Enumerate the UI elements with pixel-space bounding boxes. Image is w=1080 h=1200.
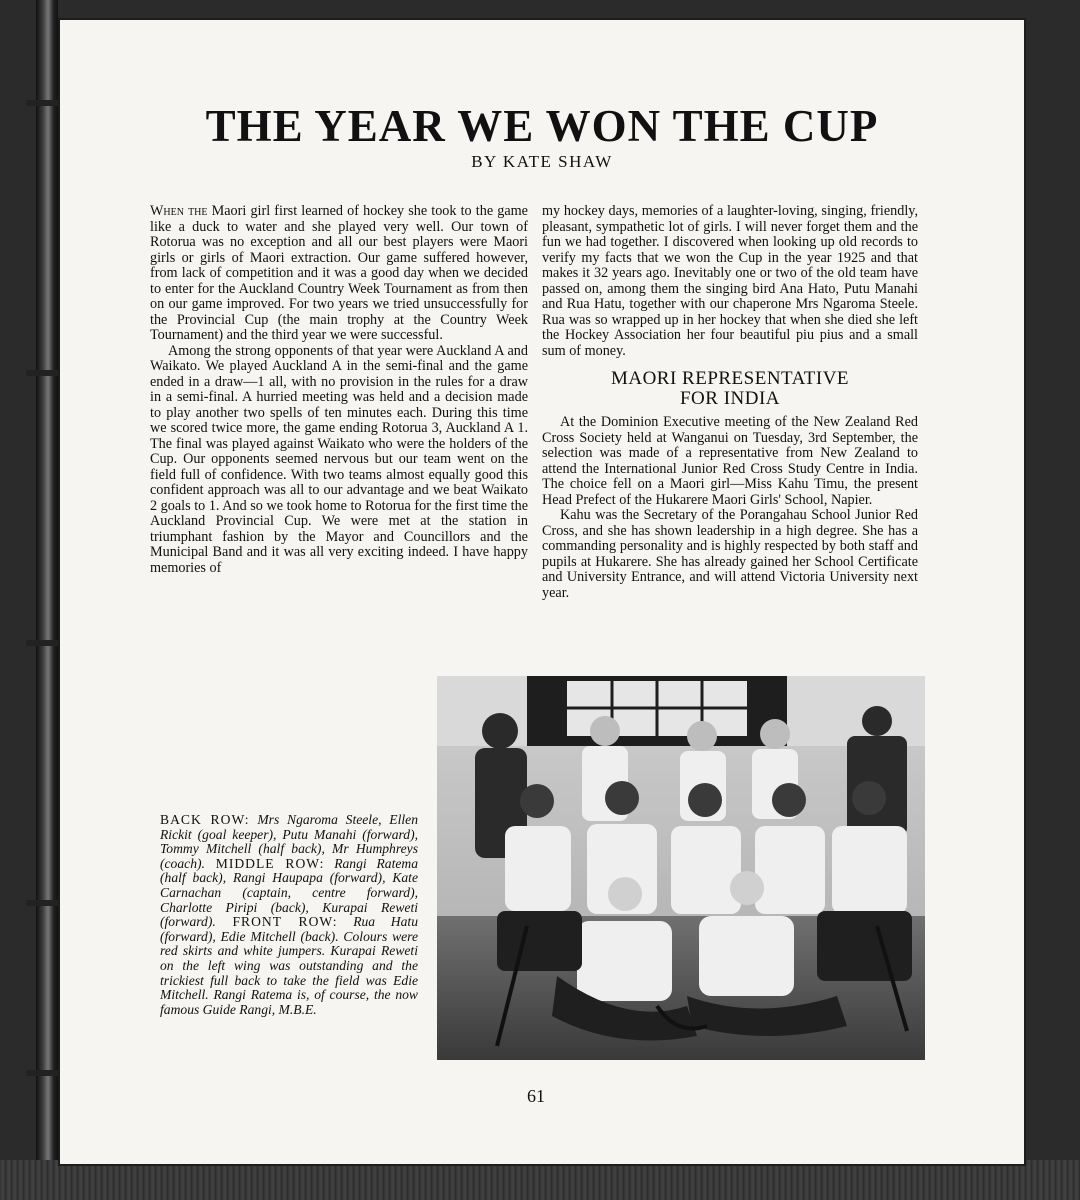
caption-label: FRONT ROW: — [215, 914, 338, 930]
caption-label: MIDDLE ROW: — [204, 855, 325, 871]
article-paragraph: my hockey days, memories of a laughter-loving, singing, friendly, pleasant, sympathetic lot of girls. I will never forget them and the fun we had together. I discovered when looking up old records to verify my facts that we won the Cup in the year 1925 and that makes it 32 years ago. Inevitably one or two of the old team have passed on, among them the singing bird Ana Hato, Putu Manahi and Rua Hatu, together with our chaperone Mrs Ngaroma Steele. Rua was so wrapped up in her hockey that when she died she left the Hockey Association her four beautiful piu pius and a small sum of money. — [542, 203, 918, 359]
caption-text: Rangi Ratema (half back), Rangi Haupapa (forward), Kate Carnachan (captain, centre forward), Charlotte Piripi (back), Kurapai Reweti (forward). — [160, 855, 419, 930]
article-byline: BY KATE SHAW — [471, 152, 613, 171]
article-title: THE YEAR WE WON THE CUP — [205, 101, 879, 151]
news-paragraph: Kahu was the Secretary of the Porangahau School Junior Red Cross, and she has shown leadership in a high degree. She has a commanding personality and is highly respected by both staff and pupils at Hukarere. She has already gained her School Certificate and University Entrance, and will attend Victoria University next year. — [542, 507, 918, 601]
article-column-right — [542, 204, 918, 601]
article-paragraph: Among the strong opponents of that year were Auckland A and Waikato. We played Auckland A in the semi-final and the game ended in a draw—1 all, with no provision in the rules for a draw in a semi-final. A hurried meeting was held and a decision made to play another two spells of ten minutes each. During this time we scored twice more, the game ending Rotorua 3, Auckland A 1. The final was played against Waikato who were the holders of the Cup. Our opponents seemed nervous but our team went on the field full of confidence. With two teams almost equally good this confident approach was all to our advantage and we beat Waikato 2 goals to 1. And so we took home to Rotorua for the first time the Auckland Provincial Cup. We were met at the station in triumphant fashion by the Mayor and Councillors and the Municipal Band and it was all very exciting indeed. I have happy memories of — [150, 342, 528, 576]
article-paragraph — [150, 204, 528, 344]
news-paragraph: At the Dominion Executive meeting of the New Zealand Red Cross Society held at Wanganui on Tuesday, 3rd September, the selection was made of a representative from New Zealand to attend the International Junior Red Cross Study Centre in India. The choice fell on a Maori girl—Miss Kahu Timu, the present Head Prefect of the Hukarere Maori Girls' School, Napier. — [542, 414, 918, 508]
photo-caption — [160, 813, 418, 1017]
caption-label: BACK ROW: — [160, 812, 250, 827]
scan-edge — [0, 1160, 1080, 1200]
news-heading — [542, 369, 918, 409]
book-binding — [36, 0, 58, 1200]
lead-in: When the — [150, 203, 208, 219]
magazine-page — [58, 18, 1026, 1166]
page-number: 61 — [527, 1086, 545, 1106]
news-heading-line: MAORI REPRESENTATIVE — [610, 368, 850, 389]
caption-text: Mrs Ngaroma Steele, Ellen Rickit (goal keeper), Putu Manahi (forward), Tommy Mitchell (half back), Mr Humphreys (coach). — [160, 812, 418, 871]
article-column-left — [150, 204, 528, 576]
news-heading-line: FOR INDIA — [679, 388, 781, 409]
team-photograph — [437, 676, 925, 1060]
caption-text: Rua Hatu (forward), Edie Mitchell (back). Colours were red skirts and white jumpers. Kurapai Reweti on the left wing was outstanding and the trickiest full back to take the field was Edie Mitchell. Rangi Ratema is, of course, the now famous Guide Rangi, M.B.E. — [160, 914, 418, 1017]
team-photo-illustration — [437, 676, 925, 1060]
paragraph-text: Maori girl first learned of hockey she took to the game like a duck to water and she played very well. Our town of Rotorua was no exception and all our best players were Maori girls or girls of Maori extraction. Our game suffered however, from lack of competition and it was a good day when we decided to enter for the Auckland Country Week Tournament as from then on our game improved. For two years we tried unsuccessfully for the Provincial Cup (the main trophy at the Country Week Tournament) and the third year we were successful. — [150, 203, 528, 343]
